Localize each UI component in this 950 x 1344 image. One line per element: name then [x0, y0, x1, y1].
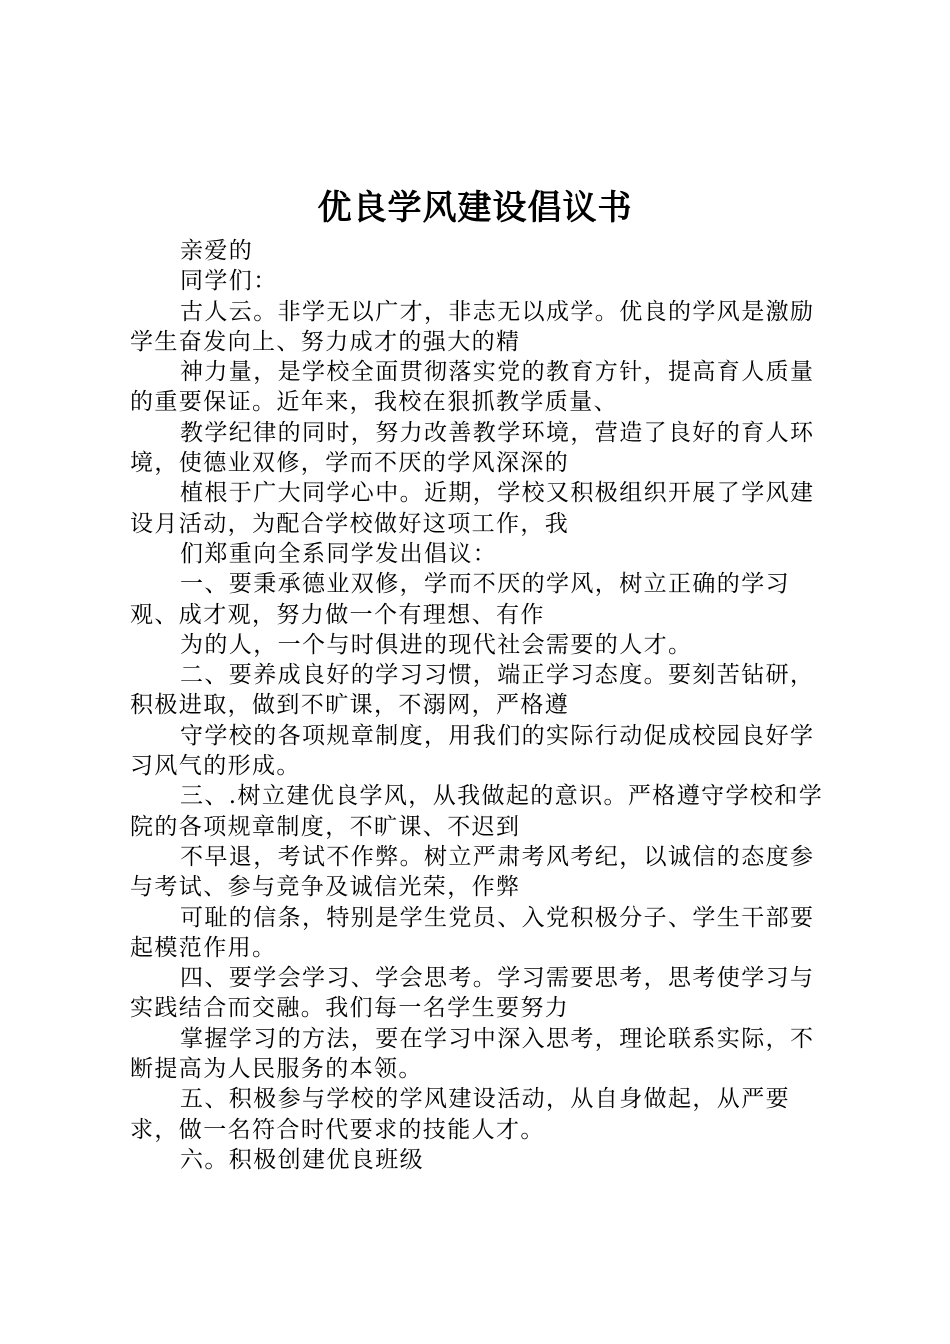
body-paragraph: 教学纪律的同时，努力改善教学环境，营造了良好的育人环境，使德业双修，学而不厌的学风深深的: [130, 419, 815, 477]
proposal-item: 可耻的信条，特别是学生党员、入党积极分子、学生干部要起模范作用。: [130, 904, 815, 961]
salutation-line: 亲爱的: [180, 238, 254, 264]
document-title: 优良学风建设倡议书: [317, 188, 633, 228]
salutation-line: 同学们：: [180, 268, 278, 295]
proposal-item: 一、要秉承德业双修，学而不厌的学风，树立正确的学习观、成才观，努力做一个有理想、有作: [130, 571, 790, 628]
proposal-item: 三、.树立建优良学风，从我做起的意识。严格遵守学校和学院的各项规章制度，不旷课、不迟到: [130, 783, 824, 840]
body-paragraph: 古人云。非学无以广才，非志无以成学。优良的学风是激励学生奋发向上、努力成才的强大的精: [130, 298, 815, 355]
document-body: [130, 236, 830, 1175]
proposal-item: 为的人，一个与时俱进的现代社会需要的人才。: [180, 631, 693, 658]
proposal-item: 二、要养成良好的学习习惯，端正学习态度。要刻苦钻研，积极进取，做到不旷课，不溺网，严格遵: [130, 662, 815, 719]
proposal-item: 不早退，考试不作弊。树立严肃考风考纪，以诚信的态度参与考试、参与竞争及诚信光荣，作弊: [130, 843, 815, 901]
body-paragraph: 植根于广大同学心中。近期，学校又积极组织开展了学风建设月活动，为配合学校做好这项工作，我: [130, 480, 815, 537]
proposal-item: 守学校的各项规章制度，用我们的实际行动促成校园良好学习风气的形成。: [130, 722, 815, 780]
proposal-item: 五、积极参与学校的学风建设活动，从自身做起，从严要求，做一名符合时代要求的技能人才。: [130, 1086, 790, 1143]
proposal-item: 掌握学习的方法，要在学习中深入思考，理论联系实际，不断提高为人民服务的本领。: [130, 1025, 815, 1083]
body-paragraph: 神力量，是学校全面贯彻落实党的教育方针，提高育人质量的重要保证。近年来，我校在狠抓教学质量、: [130, 359, 815, 416]
proposal-item: 四、要学会学习、学会思考。学习需要思考，思考使学习与实践结合而交融。我们每一名学生要努力: [130, 965, 815, 1022]
proposal-item: 六。积极创建优良班级: [180, 1146, 424, 1173]
body-paragraph: 们郑重向全系同学发出倡议：: [180, 540, 498, 567]
